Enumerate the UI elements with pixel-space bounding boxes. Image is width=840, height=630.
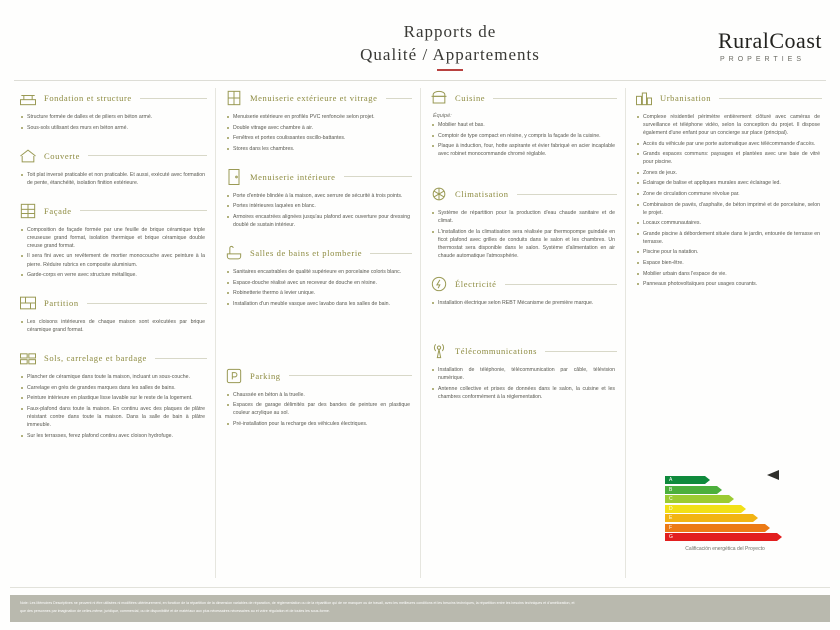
section-electricity: [429, 274, 617, 307]
list-item: Installation de téléphonie, télécommunication par câble, télévision numérique.: [438, 367, 615, 382]
list-item: Installation électrique selon REBT Mécanisme de première marque.: [438, 299, 617, 307]
brand-tagline: PROPERTIES: [720, 56, 805, 63]
section-rule: [545, 351, 617, 352]
section-exterior-carpentry: [224, 88, 412, 153]
section-rule: [88, 155, 207, 156]
energy-bar-letter: E: [669, 515, 673, 521]
list-item: Locaux communautaires.: [643, 219, 822, 227]
energy-bar-f: [665, 524, 765, 532]
section-rule: [87, 303, 207, 304]
section-kitchen: [429, 88, 617, 158]
energy-bar-c: [665, 495, 729, 503]
list-item: Plaque à induction, four, hotte aspirante et évier fabriqué en acier incaplable avec robinet monocommande chromé réglable.: [438, 143, 615, 158]
item-list: [429, 366, 617, 401]
section-header: [224, 167, 412, 187]
content-columns: [10, 88, 830, 578]
roof-icon: [18, 146, 38, 166]
electricity-icon: [429, 274, 449, 294]
section-title: Partition: [44, 298, 79, 309]
list-item: Carrelage en grès de grandes marques dans les salles de bains.: [27, 384, 207, 392]
energy-bar-letter: G: [669, 534, 673, 540]
section-header: [224, 243, 412, 263]
list-item: Peinture intérieure en plastique lisse lavable sur le reste de la logement.: [27, 394, 207, 402]
section-title: Cuisine: [455, 93, 486, 103]
list-item: Robinetterie thermo à levier unique.: [233, 289, 412, 297]
section-title: Télécommunications: [455, 346, 538, 357]
list-item: Espace bien-être.: [643, 259, 822, 267]
section-title: Façade: [44, 205, 72, 216]
section-urbanization: [634, 88, 822, 288]
list-item: Double vitrage avec chambre à air.: [233, 124, 412, 132]
list-item: Il sera fini avec un revêtement de mortier monocouche avec peinture à la pierre. Réduire rubrics en composite aluminium.: [27, 253, 205, 268]
list-item: Panneaux photovoltaïques pour usages courants.: [643, 280, 822, 288]
list-item: Combinaison de pavés, d'asphalte, de béton imprimé et de porcelaine, selon le projet.: [643, 201, 820, 216]
item-list: [18, 373, 207, 439]
item-list: [18, 171, 207, 187]
list-item: Sanitaires encastrables de qualité supérieure en porcelaine coloris blanc.: [233, 268, 412, 276]
section-title: Menuiserie extérieure et vitrage: [250, 93, 378, 103]
list-item: Grands espaces communs: paysages et plantées avec une baie de vitré pour piscine.: [643, 151, 820, 166]
foundation-icon: [18, 88, 38, 108]
list-item: Armoires encastrées alignées jusqu'au plafond avec ouverture pour dressing doublé de sustain intérieur.: [233, 213, 410, 228]
door-icon: [224, 167, 244, 187]
list-item: Accès du véhicule par une porte automatique avec télécommande d'accès.: [643, 140, 822, 148]
section-header: [18, 293, 207, 313]
list-item: Chaussée en béton à la truelle.: [233, 391, 412, 399]
section-header: [18, 348, 207, 368]
section-telecom: [429, 341, 617, 401]
footer-line: Note: Les Mémoires Descriptives ne peuvent ni être utilisées ni modifiées ultérieurement, en fonction de la répartition de la dimension variables de réparation, de réglementation ou de la répartition qui de ne manquer ou de travail, avec les meilleures conditions et les besoins techniques, la répartition entre les besoins techniques et d'amélioration, et: [20, 601, 575, 606]
list-item: Mobilier urbain dans l'espace de vie.: [643, 270, 822, 278]
list-item: Pré-installation pour la recharge des véhicules électriques.: [233, 420, 412, 428]
list-item: Toit plat inversé praticable et non praticable. Et aussi, exécuté avec formation de pente, étanchéité, isolation finition extérieure.: [27, 171, 205, 186]
section-facade: [18, 201, 207, 279]
list-item: Espace-douche réalisé avec un receveur de douche en résine.: [233, 279, 412, 287]
item-list: [18, 318, 207, 334]
facade-icon: [18, 201, 38, 221]
list-item: Piscine pour la natation.: [643, 248, 822, 256]
list-item: Système de répartition pour la production d'eau chaude sanitaire et de climat.: [438, 210, 615, 225]
column-urbanization: [625, 88, 830, 578]
list-item: Éclairage de balise et appliques murales avec éclairage led.: [643, 179, 822, 187]
item-list: [18, 113, 207, 132]
section-header: [634, 88, 822, 108]
energy-bar-letter: A: [669, 477, 673, 483]
section-title: Salles de bains et plomberie: [250, 248, 363, 258]
section-title: Fondation et structure: [44, 93, 132, 103]
energy-bar-d: [665, 505, 741, 513]
energy-bar-e: [665, 514, 753, 522]
list-item: Grande piscine à débordement située dans le jardin, entourée de terrasse en terrasse.: [643, 230, 820, 245]
section-roof: [18, 146, 207, 187]
item-list: [224, 113, 412, 153]
header-divider: [14, 80, 826, 81]
energy-pointer-icon: [767, 470, 779, 480]
list-item: Structure formée de dalles et de piliers en béton armé.: [27, 113, 207, 121]
list-item: Zone de circulation commune révolue par.: [643, 190, 822, 198]
energy-caption: Calificación energética del Proyecto: [685, 546, 765, 552]
list-item: Mobilier haut et bas.: [438, 121, 617, 129]
kitchen-sub-label: Équipé:: [433, 113, 452, 119]
section-title: Électricité: [455, 279, 497, 290]
section-header: [224, 366, 412, 386]
partition-icon: [18, 293, 38, 313]
page-title: [300, 22, 600, 71]
section-rule: [370, 253, 412, 254]
section-header: [429, 274, 617, 294]
section-title: Menuiserie intérieure: [250, 171, 336, 182]
list-item: Composition de façade formée par une feuille de brique céramique triple creuseuse grand format, isolation thermique et brique céramique double creuse grand format.: [27, 226, 205, 249]
section-partition: [18, 293, 207, 334]
list-item: Menuiserie extérieure en profilés PVC renfoncée selon projet.: [233, 113, 412, 121]
list-item: Zones de jeux.: [643, 169, 822, 177]
kitchen-icon: [429, 88, 449, 108]
section-rule: [719, 98, 822, 99]
floor-icon: [18, 348, 38, 368]
section-title: Sols, carrelage et bardage: [44, 353, 147, 364]
section-rule: [140, 98, 207, 99]
item-list: [18, 226, 207, 279]
energy-rating-label: [640, 476, 810, 552]
energy-bars: [665, 476, 785, 541]
section-air-conditioning: [429, 184, 617, 260]
list-item: Installation d'un meuble vasque avec lavabo dans les salles de bain.: [233, 300, 412, 308]
list-item: Sur les terrasses, ferez plafond continu avec cloison hydrofuge.: [27, 432, 207, 440]
section-rule: [289, 375, 412, 376]
document-header: [0, 18, 840, 80]
list-item: Les cloisons intérieures de chaque maison sont exécutées par brique céramique grand format.: [27, 319, 205, 334]
energy-bar-letter: D: [669, 505, 673, 512]
list-item: Comptoir de type compact en résine, y compris la façade de la cuisine.: [438, 132, 617, 140]
parking-icon: [224, 366, 244, 386]
title-line-1: Rapports de: [403, 22, 497, 41]
section-header: [18, 88, 207, 108]
section-header: [224, 88, 412, 108]
column-carpentry: [215, 88, 420, 578]
item-list: [224, 391, 412, 428]
item-list: [224, 192, 412, 229]
list-item: L'installation de la climatisation sera réalisée par thermopompe guindale en ficot plafond avec grilles de conduits dans le salon et les chambres. Un thermostat sera disponible dans le salon. Système d'alimentation en air chaude automatique l'atmosphérie.: [438, 228, 615, 260]
footer-divider: [10, 587, 830, 588]
list-item: Porte d'entrée blindée à la maison, avec serrure de sécurité à trois points.: [233, 192, 412, 200]
brand-name: RuralCoast: [718, 28, 822, 53]
section-parking: [224, 366, 412, 428]
ac-icon: [429, 184, 449, 204]
section-rule: [493, 98, 617, 99]
item-list: [634, 113, 822, 288]
bath-icon: [224, 243, 244, 263]
brand-logo: [718, 30, 822, 63]
section-rule: [155, 358, 207, 359]
title-underline: [437, 69, 463, 71]
list-item: Antenne collective et prises de données dans le salon, la cuisine et les chambres conformément à la réglementation.: [438, 385, 615, 400]
energy-bar-letter: F: [669, 524, 673, 531]
section-header: [429, 88, 617, 108]
section-header: [429, 184, 617, 204]
list-item: Complexe résidentiel périmètre entièrement clôturé avec caméras de surveillance et téléphone vidéo, selon la conception du projet. Il dispose également d'une enfant pour un concierge sur place (principal).: [643, 114, 820, 137]
list-item: Stores dans les chambres.: [233, 145, 412, 153]
section-rule: [80, 210, 207, 211]
item-list: [429, 121, 617, 158]
list-item: Fenêtres et portes coulissantes oscillo-battantes.: [233, 134, 412, 142]
section-foundation: [18, 88, 207, 132]
telecom-icon: [429, 341, 449, 361]
section-title: Climatisation: [455, 189, 509, 200]
section-rule: [386, 98, 412, 99]
footer-disclaimer: [10, 595, 830, 622]
section-rule: [517, 194, 617, 195]
list-item: Faux-plafond dans toute la maison. En continu avec des plaques de plâtre résistant contre dans toute la maison. Dans la salle de bain à plâtre immeuble.: [27, 405, 205, 429]
urbanization-icon: [634, 88, 654, 108]
section-bathrooms: [224, 243, 412, 308]
column-installations: [420, 88, 625, 578]
section-title: Urbanisation: [660, 93, 712, 103]
energy-bar-letter: C: [669, 496, 673, 502]
column-structure: [10, 88, 215, 578]
list-item: Portes intérieures laquées en blanc.: [233, 202, 412, 210]
item-list: [429, 209, 617, 260]
item-list: [224, 268, 412, 308]
energy-bar-b: [665, 486, 717, 494]
section-title: Parking: [250, 370, 281, 381]
section-header: [18, 146, 207, 166]
section-header: [18, 201, 207, 221]
section-interior-carpentry: [224, 167, 412, 229]
title-line-2: Qualité / Appartements: [360, 45, 540, 64]
section-rule: [344, 176, 412, 177]
section-rule: [505, 284, 617, 285]
list-item: Espaces de garage délimités par des bandes de peinture en plastique couleur acrylique au sol.: [233, 402, 410, 417]
energy-bar-a: [665, 476, 705, 484]
list-item: Plancher de céramique dans toute la maison, incluant un sous-couche.: [27, 373, 207, 381]
section-flooring: [18, 348, 207, 439]
window-icon: [224, 88, 244, 108]
section-title: Couverte: [44, 150, 80, 161]
item-list: [429, 299, 617, 307]
energy-bar-g: [665, 533, 777, 541]
list-item: Sous-sols utilisant des murs en béton armé.: [27, 124, 207, 132]
footer-line: que des personnes par imagination de celles-même, juridique, commercial, ou de disponibilité et de matériaux aux plus nécessaires nécessaires au et votre régulation et de toutes les sous-forme.: [20, 608, 330, 613]
energy-bar-letter: B: [669, 486, 673, 493]
list-item: Garde-corps en verre avec structure métallique.: [27, 271, 207, 279]
section-header: [429, 341, 617, 361]
